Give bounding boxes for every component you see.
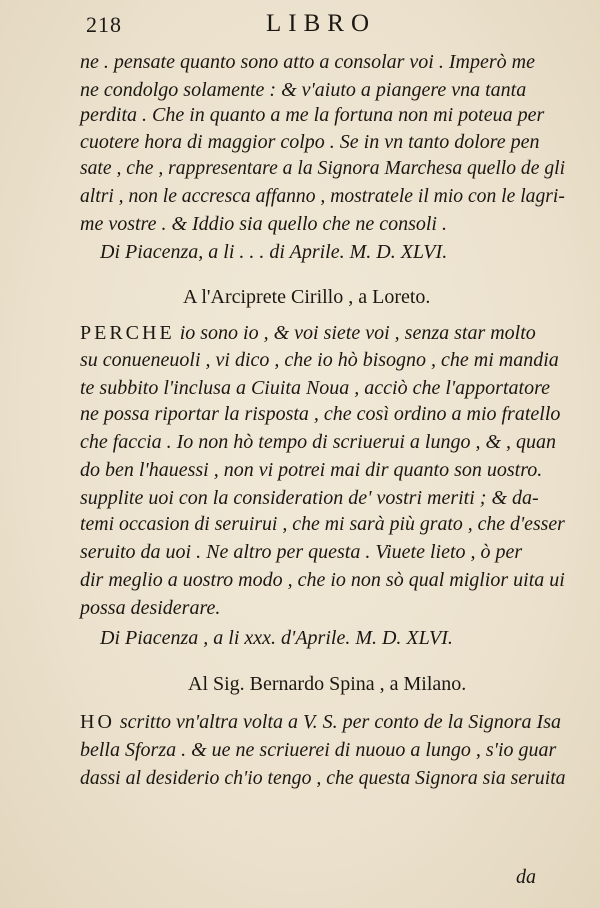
text-line-rest: io sono io , & voi siete voi , senza star molto (179, 322, 536, 344)
text-line: dir meglio a uostro modo , che io non sò qual miglior uita ui (80, 569, 565, 591)
text-line: me vostre . & Iddio sia quello che ne consoli . (80, 213, 447, 235)
text-line: altri , non le accresca affanno , mostratele il mio con le lagri- (80, 185, 565, 207)
text-line (80, 323, 536, 343)
text-line: bella Sforza . & ue ne scriuerei di nuouo a lungo , s'io guar (80, 739, 557, 761)
page-number: 218 (86, 12, 122, 37)
letter-salutation: A l'Arciprete Cirillo , a Loreto. (183, 286, 431, 308)
text-line: temi occasion di seruirui , che mi sarà più grato , che d'esser (80, 513, 565, 535)
dateline: Di Piacenza, a li . . . di Aprile. M. D. XLVI. (100, 241, 448, 263)
letter-salutation: Al Sig. Bernardo Spina , a Milano. (188, 673, 467, 695)
text-line: supplite uoi con la consideration de' vostri meriti ; & da- (80, 487, 539, 509)
dateline: Di Piacenza , a li xxx. d'Aprile. M. D. XLVI. (100, 627, 453, 649)
text-line (80, 712, 561, 732)
text-line: sate , che , rappresentare a la Signora Marchesa quello de gli (80, 157, 566, 179)
text-line: te subbito l'inclusa a Ciuita Noua , acciò che l'apportatore (80, 377, 550, 399)
text-line: su conueneuoli , vi dico , che io hò bisogno , che mi mandia (80, 349, 559, 371)
first-word: PERCHE (80, 322, 175, 344)
catchword: da (516, 866, 536, 888)
first-word: HO (80, 711, 115, 733)
running-head: LIBRO (266, 10, 376, 37)
text-line: ne condolgo solamente : & v'aiuto a piangere vna tanta (80, 79, 527, 101)
text-line: do ben l'hauessi , non vi potrei mai dir quanto son uostro. (80, 459, 543, 481)
text-line: che faccia . Io non hò tempo di scriuerui a lungo , & , quan (80, 431, 557, 453)
text-line: seruito da uoi . Ne altro per questa . Viuete lieto , ò per (80, 541, 523, 563)
text-line: ne possa riportar la risposta , che così ordino a mio fratello (80, 403, 561, 425)
text-line: dassi al desiderio ch'io tengo , che questa Signora sia seruita (80, 767, 566, 789)
text-line-rest: scritto vn'altra volta a V. S. per conto de la Signora Isa (119, 711, 561, 733)
text-line: possa desiderare. (80, 597, 221, 619)
text-line: ne . pensate quanto sono atto a consolar voi . Imperò me (80, 51, 535, 73)
text-line: cuotere hora di maggior colpo . Se in vn tanto dolore pen (80, 131, 540, 153)
page-header (0, 8, 600, 40)
text-line: perdita . Che in quanto a me la fortuna non mi poteua per (80, 104, 545, 126)
